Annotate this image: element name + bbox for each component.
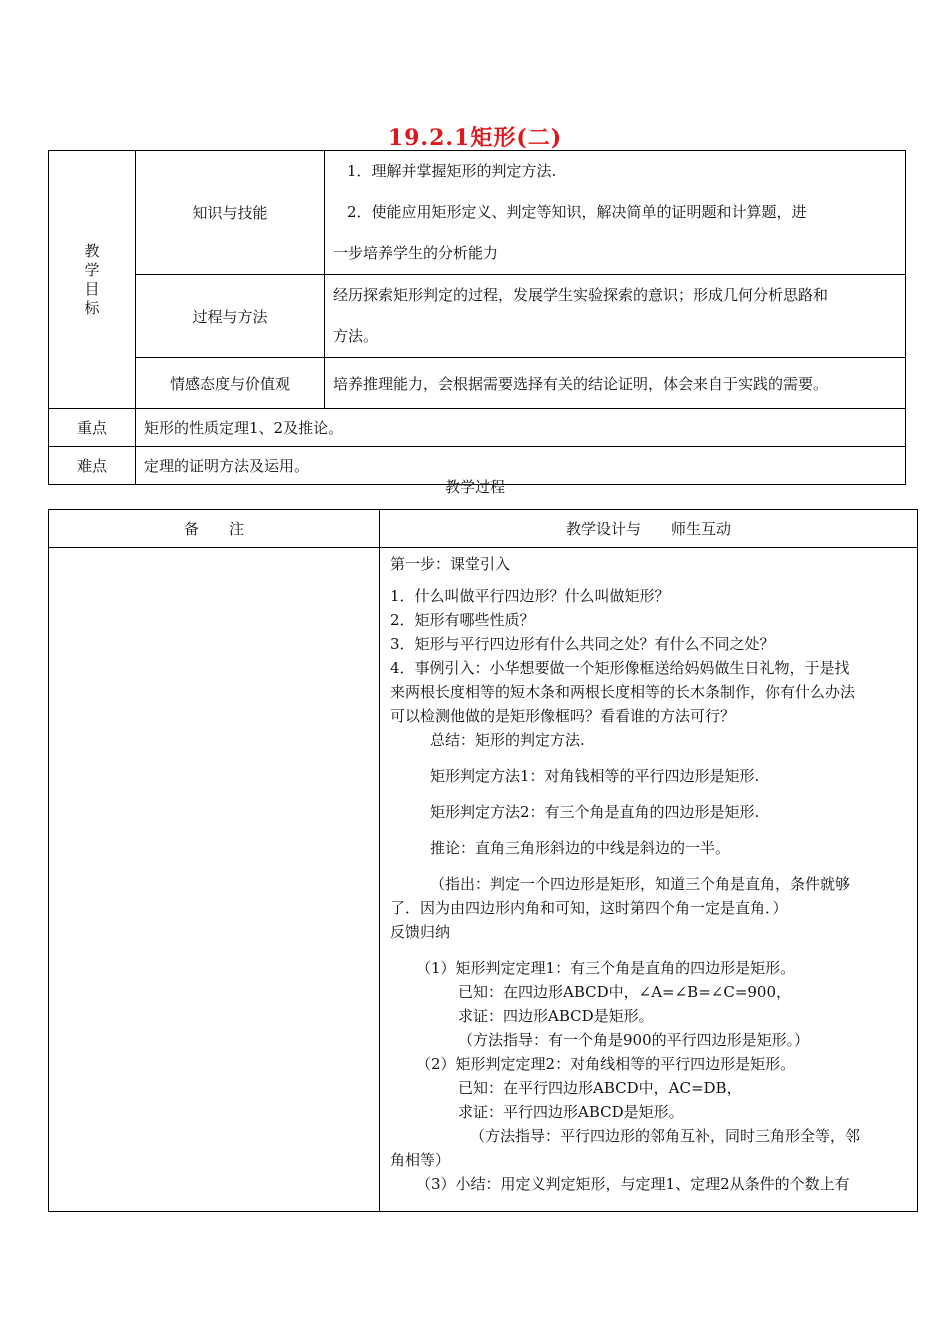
knowledge-label: 知识与技能 [136, 151, 325, 275]
question-4-line-2: 来两根长度相等的短木条和两根长度相等的长木条制作，你有什么办法 [390, 683, 856, 701]
theorem-2-given: 已知：在平行四边形ABCD中，AC=DB， [458, 1079, 742, 1097]
question-3: 3．矩形与平行四边形有什么共同之处？有什么不同之处？ [390, 635, 775, 653]
theorem-3-summary: （3）小结：用定义判定矩形，与定理1、定理2从条件的个数上有 [416, 1175, 850, 1193]
difficulty-content: 定理的证明方法及运用。 [136, 447, 906, 485]
key-point-content: 矩形的性质定理1、2及推论。 [136, 409, 906, 447]
method-2: 矩形判定方法2：有三个角是直角的四边形是矩形. [430, 803, 760, 821]
knowledge-line-2: 2．使能应用矩形定义、判定等知识，解决简单的证明题和计算题，进 [347, 203, 807, 221]
design-header: 教学设计与 师生互动 [380, 510, 918, 548]
method-1: 矩形判定方法1：对角钱相等的平行四边形是矩形. [430, 767, 760, 785]
feedback-heading: 反馈归纳 [390, 923, 451, 941]
theorem-1-given: 已知：在四边形ABCD中，∠A=∠B=∠C=900， [458, 983, 792, 1001]
theorem-1: （1）矩形判定定理1：有三个角是直角的四边形是矩形。 [416, 959, 796, 977]
emotion-content: 培养推理能力，会根据需要选择有关的结论证明，体会来自于实践的需要。 [325, 358, 906, 409]
key-point-label: 重点 [49, 409, 136, 447]
knowledge-content [325, 151, 906, 275]
difficulty-label: 难点 [49, 447, 136, 485]
summary: 总结：矩形的判定方法. [430, 731, 585, 749]
theorem-2-prove: 求证：平行四边形ABCD是矩形。 [458, 1103, 684, 1121]
knowledge-line-1: 1．理解并掌握矩形的判定方法. [347, 162, 557, 180]
theorem-2: （2）矩形判定定理2：对角线相等的平行四边形是矩形。 [416, 1055, 796, 1073]
document-title: 19.2.1矩形(二) [387, 125, 563, 151]
step-1: 第一步：课堂引入 [390, 555, 511, 573]
objectives-group-label: 教 学 目 标 [49, 151, 136, 409]
knowledge-line-3: 一步培养学生的分析能力 [333, 244, 499, 262]
notes-cell [49, 548, 380, 1212]
question-2: 2．矩形有哪些性质？ [390, 611, 535, 629]
note-line-2: 了．因为由四边形内角和可知，这时第四个角一定是直角．） [390, 899, 788, 917]
corollary: 推论：直角三角形斜边的中线是斜边的一半。 [430, 839, 731, 857]
note-line-1: （指出：判定一个四边形是矩形，知道三个角是直角，条件就够 [430, 875, 851, 893]
question-4-line-1: 4．事例引入：小华想要做一个矩形像框送给妈妈做生日礼物，于是找 [390, 659, 850, 677]
process-line-2: 方法。 [333, 327, 379, 345]
emotion-label: 情感态度与价值观 [136, 358, 325, 409]
process-label: 过程与方法 [136, 275, 325, 358]
theorem-2-hint-line-1: （方法指导：平行四边形的邻角互补，同时三角形全等，邻 [470, 1127, 861, 1145]
theorem-1-prove: 求证：四边形ABCD是矩形。 [458, 1007, 654, 1025]
notes-header: 备 注 [49, 510, 380, 548]
theorem-2-hint-line-2: 角相等） [390, 1151, 451, 1169]
question-4-line-3: 可以检测他做的是矩形像框吗？看看谁的方法可行？ [390, 707, 736, 725]
design-content [380, 548, 918, 1212]
process-line-1: 经历探索矩形判定的过程，发展学生实验探索的意识；形成几何分析思路和 [333, 286, 829, 304]
process-section-title: 教学过程 [444, 478, 505, 496]
process-table [48, 509, 918, 1212]
process-content [325, 275, 906, 358]
question-1: 1．什么叫做平行四边形？什么叫做矩形？ [390, 587, 670, 605]
theorem-1-hint: （方法指导：有一个角是900的平行四边形是矩形。） [458, 1031, 810, 1049]
objectives-table [48, 150, 906, 485]
